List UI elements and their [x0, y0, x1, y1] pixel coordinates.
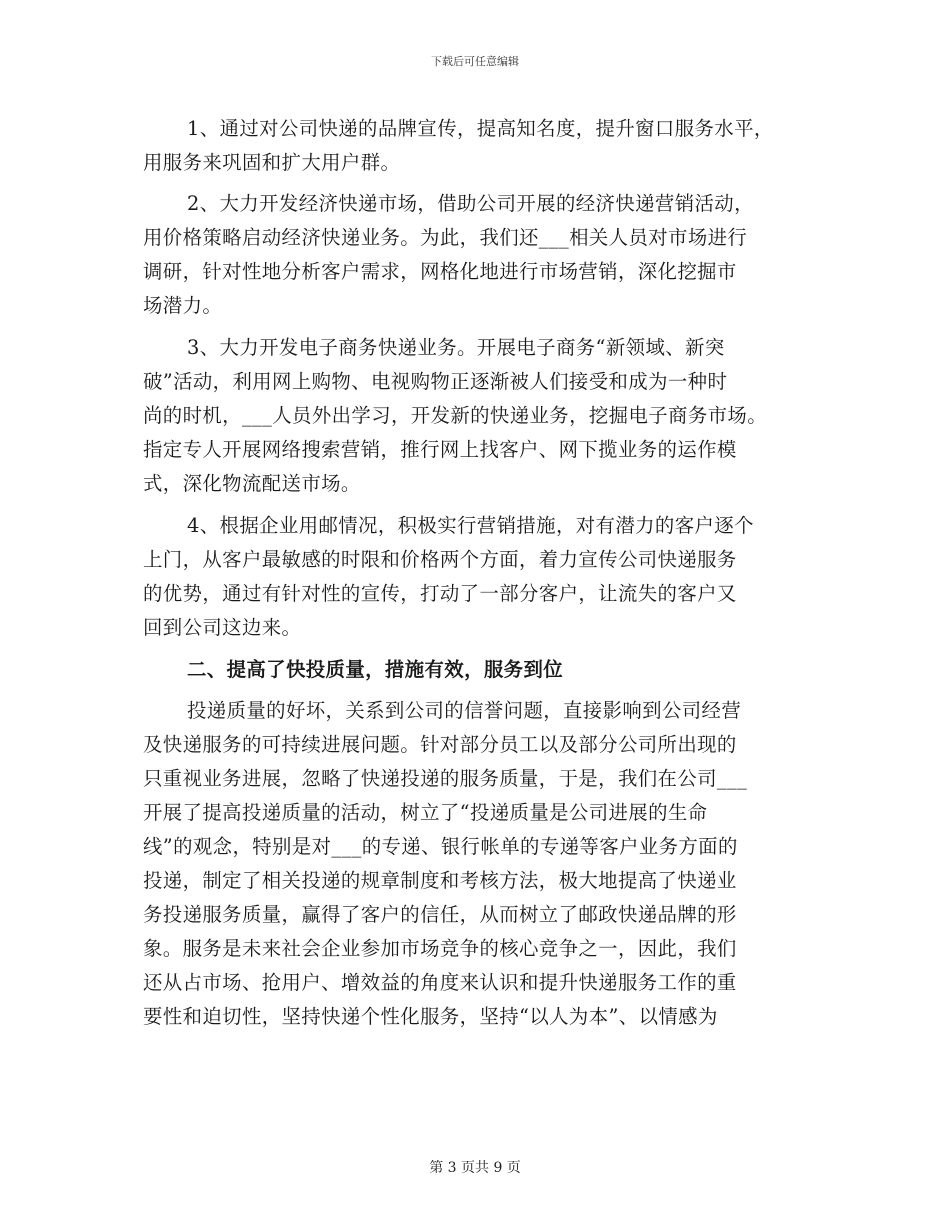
text-line: 还从占市场、抢用户、增效益的角度来认识和提升快递服务工作的重: [143, 971, 737, 994]
text-line: 线”的观念，特别是对___的专递、银行帐单的专递等客户业务方面的: [143, 835, 738, 858]
page-footer: 第 3 页共 9 页: [429, 1160, 521, 1176]
text-line: 尚的时机，___人员外出学习，开发新的快递业务，挖掘电子商务市场。: [143, 404, 768, 427]
text-line: 用价格策略启动经济快递业务。为此，我们还___相关人员对市场进行: [143, 226, 748, 249]
text-line: 回到公司这边来。: [143, 616, 302, 639]
text-line: 指定专人开展网络搜索营销，推行网上找客户、网下揽业务的运作模: [143, 438, 737, 461]
text-line: 2、大力开发经济快递市场，借助公司开展的经济快递营销活动，: [187, 192, 754, 215]
text-line: 及快递服务的可持续进展问题。针对部分员工以及部分公司所出现的: [143, 733, 737, 756]
text-line: 调研，针对性地分析客户需求，网格化地进行市场营销，深化挖掘市: [143, 260, 737, 283]
text-line: 场潜力。: [143, 294, 223, 317]
text-line: 的优势，通过有针对性的宣传，打动了一部分客户，让流失的客户又: [143, 582, 737, 605]
text-line: 上门，从客户最敏感的时限和价格两个方面，着力宣传公司快递服务: [143, 548, 737, 571]
text-line: 3、大力开发电子商务快递业务。开展电子商务“新领域、新突: [187, 336, 725, 359]
text-line: 式，深化物流配送市场。: [143, 472, 361, 495]
text-line: 只重视业务进展，忽略了快递投递的服务质量，于是，我们在公司___: [143, 767, 748, 790]
text-line: 投递质量的好坏，关系到公司的信誉问题，直接影响到公司经营: [187, 699, 742, 722]
text-line: 4、根据企业用邮情况，积极实行营销措施，对有潜力的客户逐个: [187, 514, 754, 537]
text-line: 开展了提高投递质量的活动，树立了“投递质量是公司进展的生命: [143, 801, 708, 824]
text-line: 象。服务是未来社会企业参加市场竞争的核心竞争之一，因此，我们: [143, 937, 737, 960]
section-heading: 二、提高了快投质量，措施有效，服务到位: [187, 658, 564, 681]
text-line: 用服务来巩固和扩大用户群。: [143, 151, 401, 174]
text-line: 务投递服务质量，赢得了客户的信任，从而树立了邮政快递品牌的形: [143, 903, 737, 926]
text-line: 要性和迫切性，坚持快递个性化服务，坚持“以人为本”、以情感为: [143, 1005, 718, 1028]
text-line: 投递，制定了相关投递的规章制度和考核方法，极大地提高了快递业: [143, 869, 737, 892]
text-line: 破”活动，利用网上购物、电视购物正逐渐被人们接受和成为一种时: [143, 370, 728, 393]
page-header: 下载后可任意编辑: [431, 55, 519, 68]
text-line: 1、通过对公司快递的品牌宣传，提高知名度，提升窗口服务水平，: [187, 117, 774, 140]
